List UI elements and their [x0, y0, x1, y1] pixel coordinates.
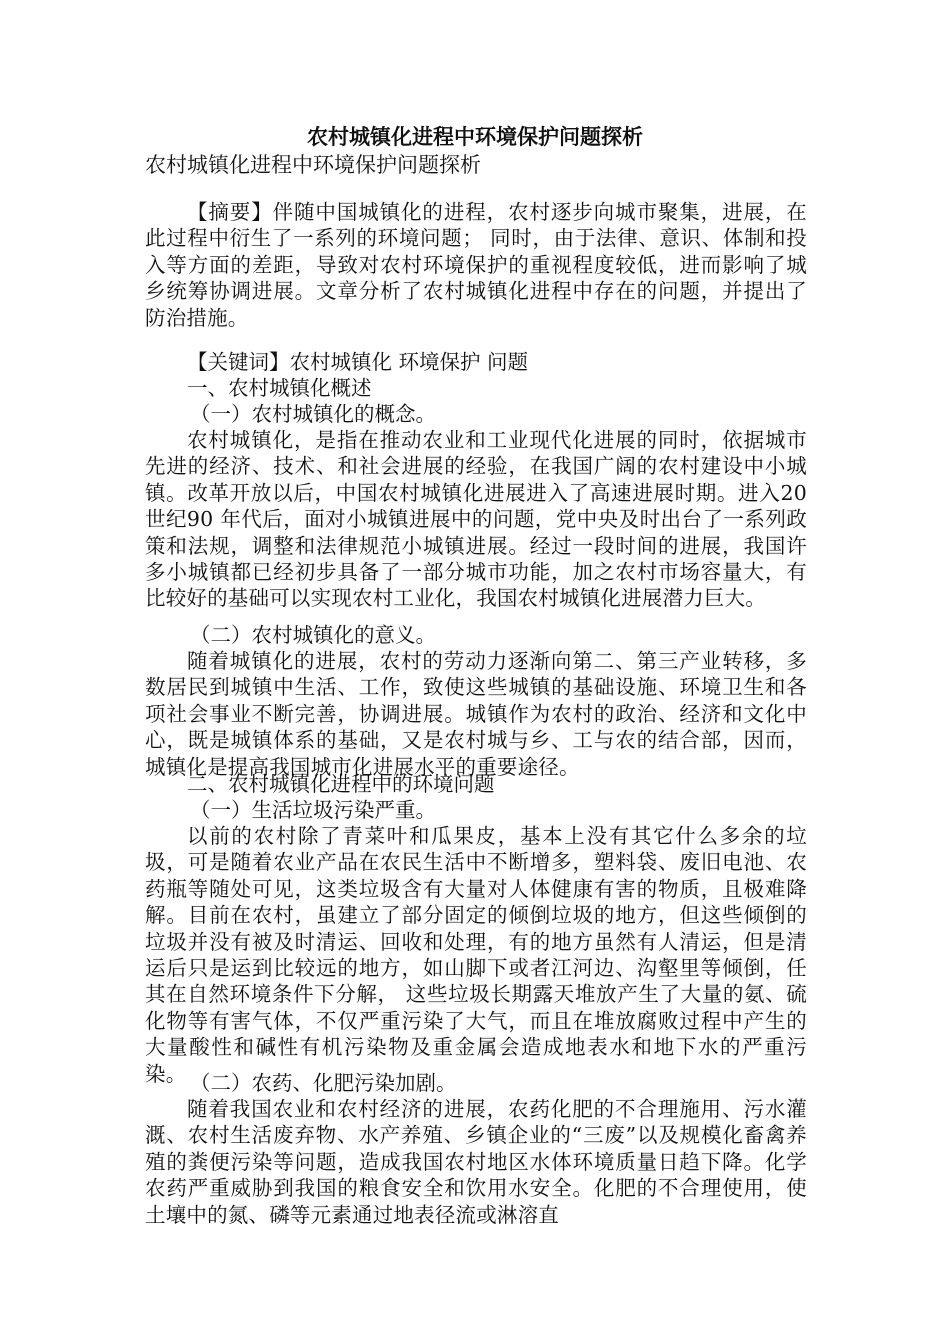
- body-paragraph-2: 随着城镇化的进展，农村的劳动力逐渐向第二、第三产业转移，多数居民到城镇中生活、工作，致使这些城镇的基础设施、环境卫生和各项社会事业不断完善，协调进展。城镇作为农村的政治、经济和文化中心，既是城镇体系的基础，又是农村城与乡、工与农的结合部，因而，城镇化是提高我国城市化进展水平的重要途径。: [145, 649, 807, 779]
- section-heading-2: 二、农村城镇化进程中的环境问题: [187, 772, 495, 796]
- body-paragraph-3: 以前的农村除了青菜叶和瓜果皮，基本上没有其它什么多余的垃圾，可是随着农业产品在农民生活中不断增多，塑料袋、废旧电池、农药瓶等随处可见，这类垃圾含有大量对人体健康有害的物质，且极难降解。目前在农村，虽建立了部分固定的倾倒垃圾的地方，但这些倾倒的垃圾并没有被及时清运、回收和处理，有的地方虽然有人清运，但是清运后只是运到比较远的地方，如山脚下或者江河边、沟壑里等倾倒，任其在自然环境条件下分解， 这些垃圾长期露天堆放产生了大量的氨、硫化物等有害气体，不仅严重污染了大气，而且在堆放腐败过程中产生的大量酸性和碱性有机污染物及重金属会造成地表水和地下水的严重污染。: [145, 824, 807, 1086]
- abstract-paragraph: 【摘要】伴随中国城镇化的进程，农村逐步向城市聚集，进展，在此过程中衍生了一系列的环境问题； 同时，由于法律、意识、体制和投入等方面的差距，导致对农村环境保护的重视程度较低，进而影响了城乡统筹协调进展。文章分析了农村城镇化进程中存在的问题，并提出了防治措施。: [145, 200, 807, 330]
- subsection-heading-2-2: （二）农药、化肥污染加剧。: [190, 1071, 457, 1095]
- subsection-heading-1-1: （一）农村城镇化的概念。: [190, 402, 436, 426]
- keywords-line: 【关键词】农村城镇化 环境保护 问题: [187, 350, 529, 374]
- subsection-heading-1-2: （二）农村城镇化的意义。: [190, 623, 436, 647]
- subsection-heading-2-1: （一）生活垃圾污染严重。: [190, 798, 436, 822]
- section-heading-1: 一、农村城镇化概述: [187, 376, 372, 400]
- body-paragraph-1: 农村城镇化，是指在推动农业和工业现代化进展的同时，依据城市先进的经济、技术、和社会进展的经验，在我国广阔的农村建设中小城镇。改革开放以后，中国农村城镇化进展进入了高速进展时期。进入20 世纪90 年代后，面对小城镇进展中的问题，党中央及时出台了一系列政策和法规，调整和法律规范小城镇进展。经过一段时间的进展，我国许多小城镇都已经初步具备了一部分城市功能，加之农村市场容量大，有比较好的基础可以实现农村工业化，我国农村城镇化进展潜力巨大。: [145, 428, 807, 611]
- body-paragraph-4: 随着我国农业和农村经济的进展，农药化肥的不合理施用、污水灌溉、农村生活废弃物、水产养殖、乡镇企业的“三废”以及规模化畜禽养殖的粪便污染等问题，造成我国农村地区水体环境质量日趋下降。化学农药严重威胁到我国的粮食安全和饮用水安全。化肥的不合理使用，使土壤中的氮、磷等元素通过地表径流或淋溶直: [145, 1097, 807, 1227]
- document-title: 农村城镇化进程中环境保护问题探析: [307, 125, 643, 149]
- document-subtitle: 农村城镇化进程中环境保护问题探析: [145, 153, 481, 177]
